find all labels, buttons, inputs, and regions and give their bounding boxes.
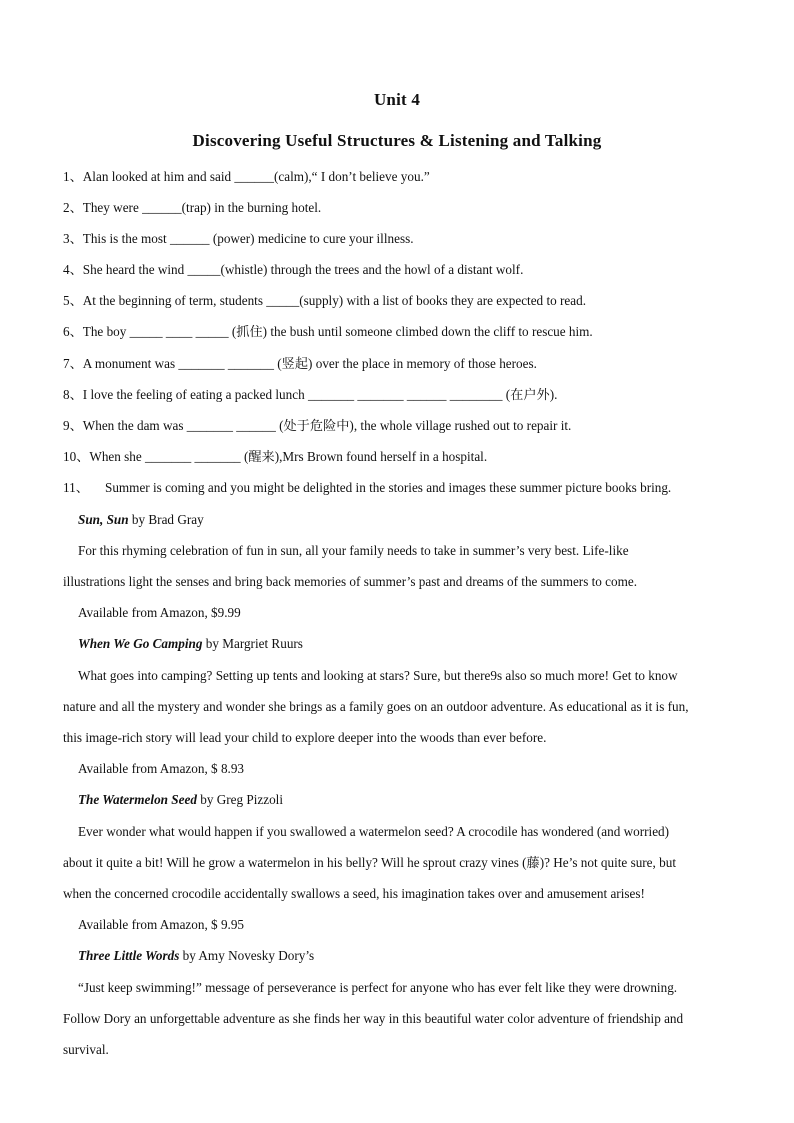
question-5: [63, 293, 586, 309]
question-number: 1、: [63, 169, 83, 184]
question-8: [63, 387, 557, 403]
question-text: When she _______ _______ (醒来),Mrs Brown found herself in a hospital.: [89, 449, 488, 464]
question-text: They were ______(trap) in the burning hotel.: [82, 200, 322, 215]
unit-title: Unit 4: [373, 90, 421, 109]
question-text: At the beginning of term, students _____(supply) with a list of books they are expected to read.: [82, 293, 586, 308]
question-number: 9、: [63, 418, 83, 433]
question-1: [63, 169, 430, 185]
book-title: Three Little Words: [78, 948, 180, 963]
book-author: by Greg Pizzoli: [196, 792, 284, 807]
question-number: 8、: [63, 387, 83, 402]
book-heading: [78, 512, 204, 528]
book-availability: Available from Amazon, $ 8.93: [78, 761, 245, 776]
book-description-line: survival.: [63, 1042, 109, 1057]
question-number: 3、: [63, 231, 83, 246]
question-number: 2、: [63, 200, 83, 215]
book-heading: [78, 792, 283, 808]
book-description-line: What goes into camping? Setting up tents and looking at stars? Sure, but there9s also so much more! Get to know: [78, 668, 678, 683]
question-text: She heard the wind _____(whistle) through the trees and the howl of a distant wolf.: [82, 262, 524, 277]
question-text: The boy _____ ____ _____ (抓住) the bush until someone climbed down the cliff to rescue him.: [82, 324, 593, 339]
book-description-line: this image-rich story will lead your child to explore deeper into the woods than ever before.: [63, 730, 547, 745]
book-author: by Brad Gray: [128, 512, 204, 527]
question-text: This is the most ______ (power) medicine to cure your illness.: [82, 231, 414, 246]
book-title: Sun, Sun: [78, 512, 129, 527]
book-description-line: when the concerned crocodile accidentally swallows a seed, his imagination takes over and amusement arises!: [63, 886, 645, 901]
question-number: 7、: [63, 356, 83, 371]
question-text: When the dam was _______ ______ (处于危险中), the whole village rushed out to repair it.: [82, 418, 572, 433]
question-number: 6、: [63, 324, 83, 339]
book-heading: [78, 948, 314, 964]
book-description-line: about it quite a bit! Will he grow a watermelon in his belly? Will he sprout crazy vines (藤)? He’s not quite sure, but: [63, 855, 676, 870]
question-number: 4、: [63, 262, 83, 277]
book-heading: [78, 636, 303, 652]
book-availability: Available from Amazon, $9.99: [78, 605, 241, 620]
question-number: 10、: [63, 449, 90, 464]
question-4: [63, 262, 523, 278]
page-subtitle: Discovering Useful Structures & Listening and Talking: [192, 131, 602, 150]
book-title: The Watermelon Seed: [78, 792, 197, 807]
book-description-line: For this rhyming celebration of fun in sun, all your family needs to take in summer’s very best. Life-like: [78, 543, 629, 558]
question-number: 5、: [63, 293, 83, 308]
question-9: [63, 418, 571, 434]
book-availability: Available from Amazon, $ 9.95: [78, 917, 245, 932]
book-author: by Amy Novesky Dory’s: [179, 948, 315, 963]
question-7: [63, 356, 537, 372]
book-description-line: illustrations light the senses and bring back memories of summer’s past and dreams of the summers to come.: [63, 574, 638, 589]
question-number: 11、: [63, 480, 89, 495]
question-3: [63, 231, 414, 247]
question-10: [63, 449, 487, 465]
book-description-line: nature and all the mystery and wonder she brings as a family goes on an outdoor adventure. As educational as it is fun,: [63, 699, 689, 714]
question-text: I love the feeling of eating a packed lunch _______ _______ ______ ________ (在户外).: [82, 387, 558, 402]
question-6: [63, 324, 593, 340]
question-text: A monument was _______ _______ (竖起) over the place in memory of those heroes.: [82, 356, 537, 371]
question-text: Alan looked at him and said ______(calm),“ I don’t believe you.”: [82, 169, 430, 184]
question-2: [63, 200, 321, 216]
book-author: by Margriet Ruurs: [202, 636, 303, 651]
book-title: When We Go Camping: [78, 636, 203, 651]
book-description-line: Follow Dory an unforgettable adventure as she finds her way in this beautiful water color adventure of friendship and: [63, 1011, 684, 1026]
book-description-line: “Just keep swimming!” message of perseverance is perfect for anyone who has ever felt like they were drowning.: [78, 980, 678, 995]
book-description-line: Ever wonder what would happen if you swallowed a watermelon seed? A crocodile has wondered (and worried): [78, 824, 670, 839]
question-11: [63, 480, 671, 496]
question-text: Summer is coming and you might be delighted in the stories and images these summer picture books bring.: [105, 480, 672, 495]
